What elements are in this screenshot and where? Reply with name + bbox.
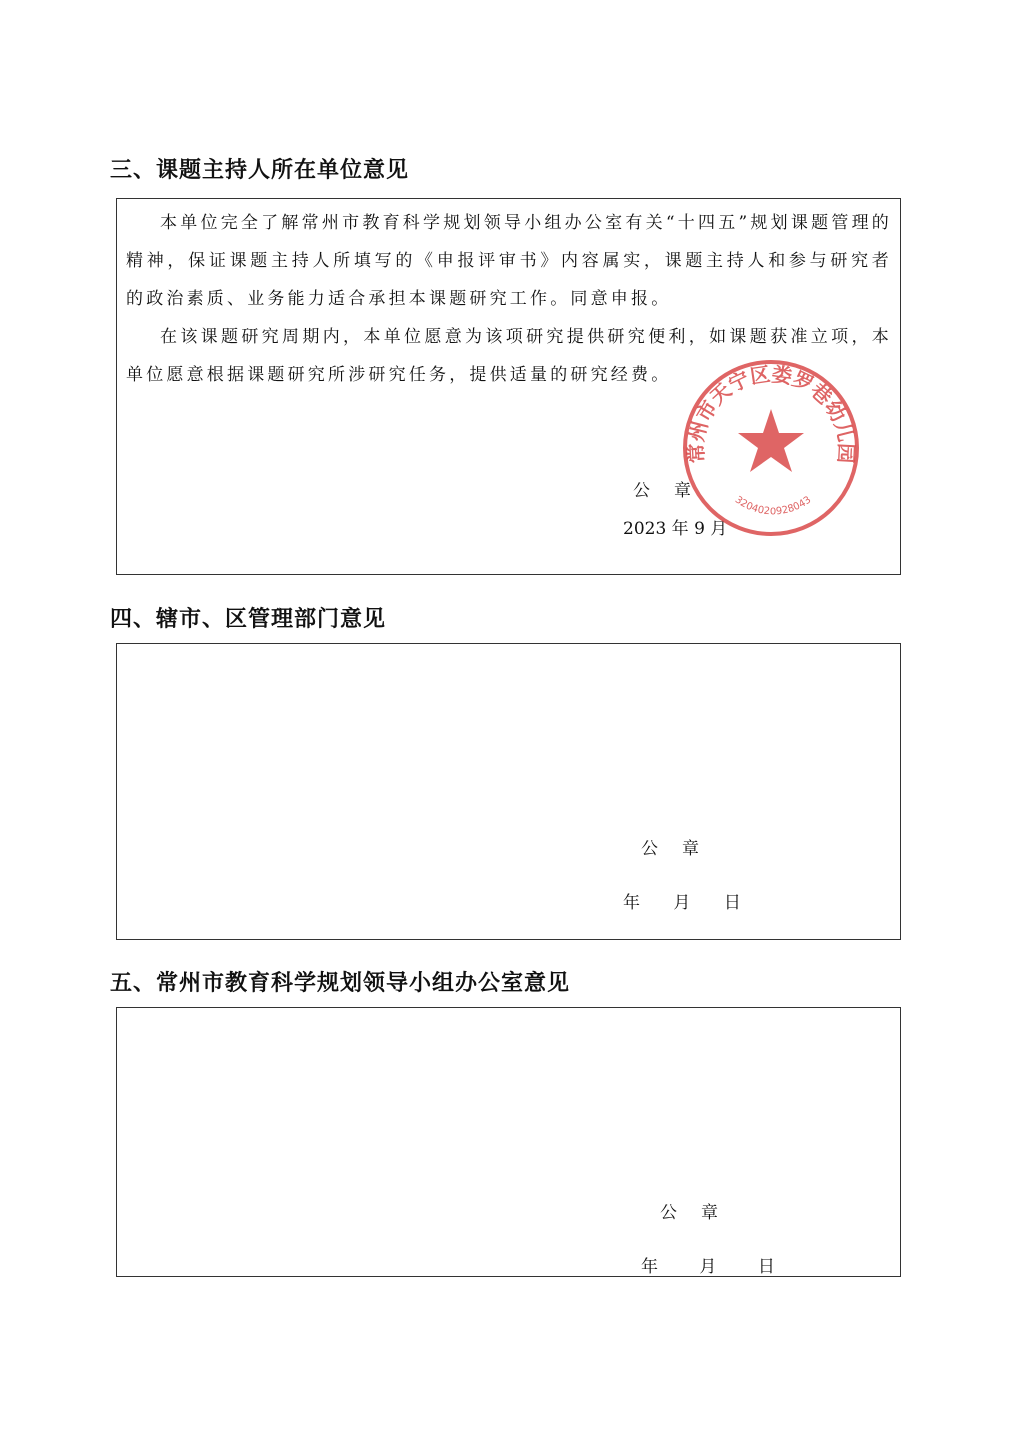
section-4-heading: 四、辖市、区管理部门意见 [110,606,387,632]
official-seal-stamp [680,357,862,539]
section-5-heading: 五、常州市教育科学规划领导小组办公室意见 [110,970,571,996]
section-5-date-year: 年 [641,1257,658,1277]
seal-star-icon [738,409,804,472]
section-5-box [116,1007,901,1277]
section-5-date-day: 日 [757,1257,775,1277]
seal-code-text: 3204020928043 [732,494,814,518]
section-5-date [641,1252,775,1277]
section-5-seal-label: 公章 [660,1203,742,1223]
section-4-date-day: 日 [723,893,741,913]
seal-name-text: 常州市天宁区娄罗巷幼儿园 [683,361,859,464]
section-5-date-month: 月 [699,1257,717,1277]
section-3-date: 2023 年 9 月 [623,519,728,539]
section-3-paragraph-1: 本单位完全了解常州市教育科学规划领导小组办公室有关“十四五”规划课题管理的精神，保证课题主持人所填写的《申报评审书》内容属实，课题主持人和参与研究者的政治素质、业务能力适合承担本课题研究工作。同意申报。 [126,213,892,309]
section-4-date-month: 月 [673,893,691,913]
section-4-date-year: 年 [623,893,640,913]
section-4-box [116,643,901,940]
section-4-date [623,888,741,913]
section-4-seal-label: 公章 [641,839,723,859]
section-3-seal-label: 公章 [633,481,715,501]
section-3-paragraph-2: 在该课题研究周期内，本单位愿意为该项研究提供研究便利，如课题获准立项，本单位愿意根据课题研究所涉研究任务，提供适量的研究经费。 [126,327,892,385]
section-3-heading: 三、课题主持人所在单位意见 [110,157,410,183]
